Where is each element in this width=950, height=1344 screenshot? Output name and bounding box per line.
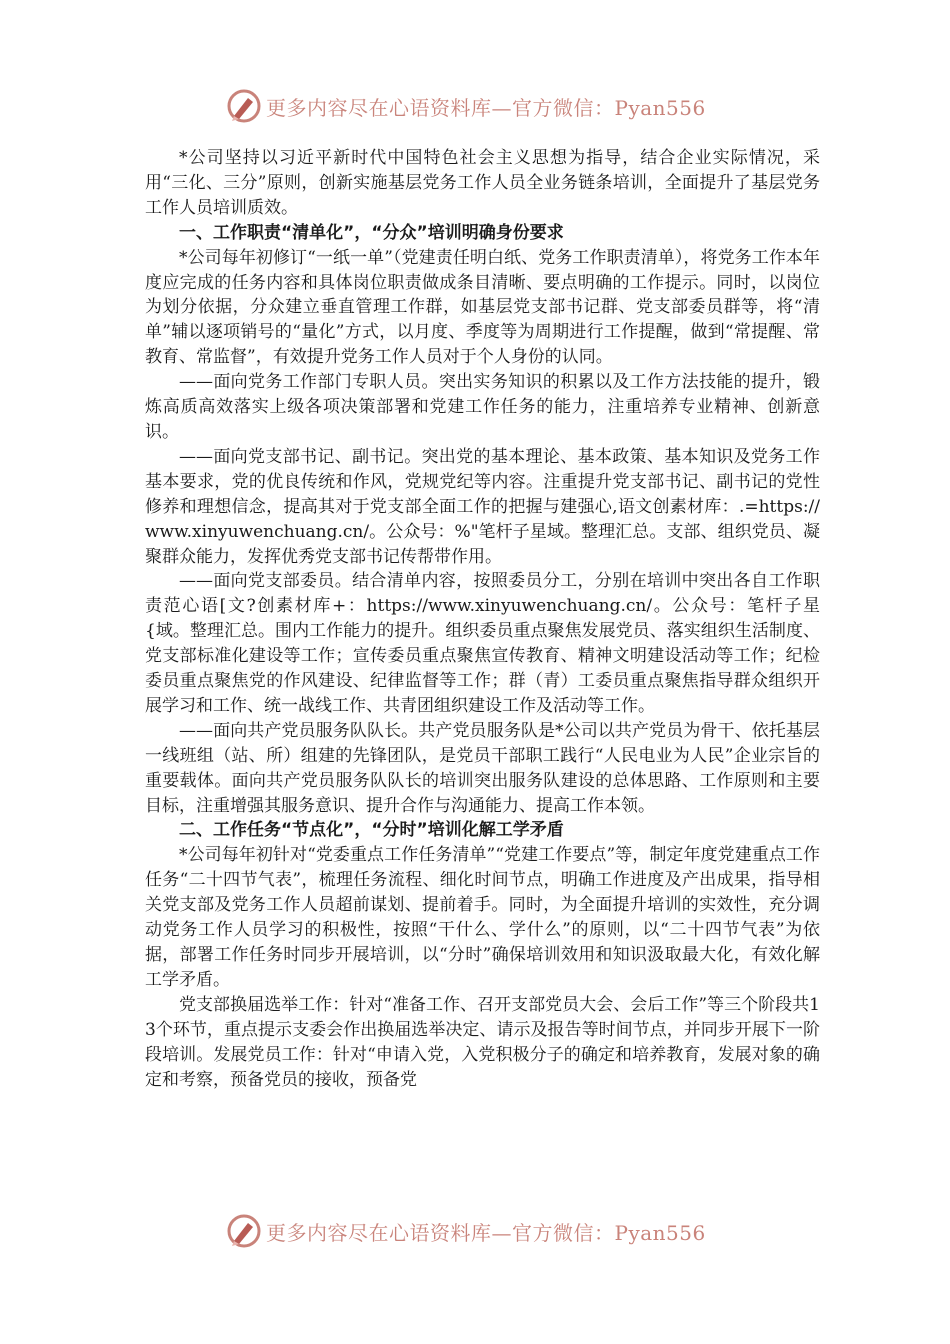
pen-circle-logo-icon bbox=[226, 1213, 262, 1249]
body-paragraph: ——面向共产党员服务队队长。共产党员服务队是*公司以共产党员为骨干、依托基层一线班组（站、所）组建的先锋团队，是党员干部职工践行“人民电业为人民”企业宗旨的重要载体。面向共产党员服务队队长的培训突出服务队建设的总体思路、工作原则和主要目标，注重增强其服务意识、提升合作与沟通能力、提高工作本领。 bbox=[145, 720, 820, 816]
section-heading-2: 二、工作任务“节点化”，“分时”培训化解工学矛盾 bbox=[179, 820, 564, 841]
document-body bbox=[145, 146, 820, 1092]
body-paragraph: ——面向党支部委员。结合清单内容，按照委员分工，分别在培训中突出各自工作职责范心语[文?创素材库+：https://www.xinyuwenchuang.cn/。公众号：笔杆子星{域。整理汇总。围内工作能力的提升。组织委员重点聚焦发展党员、落实组织生活制度、党支部标准化建设等工作；宣传委员重点聚焦宣传教育、精神文明建设活动等工作；纪检委员重点聚焦党的作风建设、纪律监督等工作；群（青）工委员重点聚焦指导群众组织开展学习和工作、统一战线工作、共青团组织建设工作及活动等工作。 bbox=[145, 571, 820, 716]
body-paragraph: 党支部换届选举工作：针对“准备工作、召开支部党员大会、会后工作”等三个阶段共13个环节，重点提示支委会作出换届选举决定、请示及报告等时间节点，并同步开展下一阶段培训。发展党员工作：针对“申请入党，入党积极分子的确定和培养教育，发展对象的确定和考察，预备党员的接收，预备党 bbox=[145, 994, 820, 1090]
banner-text: 更多内容尽在心语资料库—官方微信：Pyan556 bbox=[266, 95, 706, 120]
body-paragraph: ——面向党务工作部门专职人员。突出实务知识的积累以及工作方法技能的提升，锻炼高质高效落实上级各项决策部署和党建工作任务的能力，注重培养专业精神、创新意识。 bbox=[145, 372, 820, 442]
body-paragraph: *公司每年初针对“党委重点工作任务清单”“党建工作要点”等，制定年度党建重点工作任务“二十四节气表”，梳理任务流程、细化时间节点，明确工作进度及产出成果，指导相关党支部及党务工作人员超前谋划、提前着手。同时，为全面提升培训的实效性，充分调动党务工作人员学习的积极性，按照“干什么、学什么”的原则，以“二十四节气表”为依据，部署工作任务时同步开展培训，以“分时”确保培训效用和知识汲取最大化，有效化解工学矛盾。 bbox=[145, 845, 820, 990]
body-paragraph: ——面向党支部书记、副书记。突出党的基本理论、基本政策、基本知识及党务工作基本要求，党的优良传统和作风，党规党纪等内容。注重提升党支部书记、副书记的党性修养和理想信念，提高其对于党支部全面工作的把握与建强心,语文创素材库：.=https://www.xinyuwenchuang.cn/。公众号：%"笔杆子星域。整理汇总。支部、组织党员、凝聚群众能力，发挥优秀党支部书记传帮带作用。 bbox=[145, 446, 820, 567]
section-heading-1: 一、工作职责“清单化”，“分众”培训明确身份要求 bbox=[179, 222, 564, 243]
banner-text: 更多内容尽在心语资料库—官方微信：Pyan556 bbox=[266, 1220, 706, 1245]
body-paragraph: *公司每年初修订“一纸一单”（党建责任明白纸、党务工作职责清单），将党务工作本年度应完成的任务内容和具体岗位职责做成条目清晰、要点明确的工作提示。同时，以岗位为划分依据，分众建立垂直管理工作群，如基层党支部书记群、党支部委员群等，将“清单”辅以逐项销号的“量化”方式，以月度、季度等为周期进行工作提醒，做到“常提醒、常教育、常监督”，有效提升党务工作人员对于个人身份的认同。 bbox=[145, 247, 820, 368]
footer-banner bbox=[226, 1211, 786, 1251]
intro-paragraph: *公司坚持以习近平新时代中国特色社会主义思想为指导，结合企业实际情况，采用“三化、三分”原则，创新实施基层党务工作人员全业务链条培训，全面提升了基层党务工作人员培训质效。 bbox=[145, 148, 820, 218]
header-banner bbox=[226, 86, 786, 126]
pen-circle-logo-icon bbox=[226, 88, 262, 124]
